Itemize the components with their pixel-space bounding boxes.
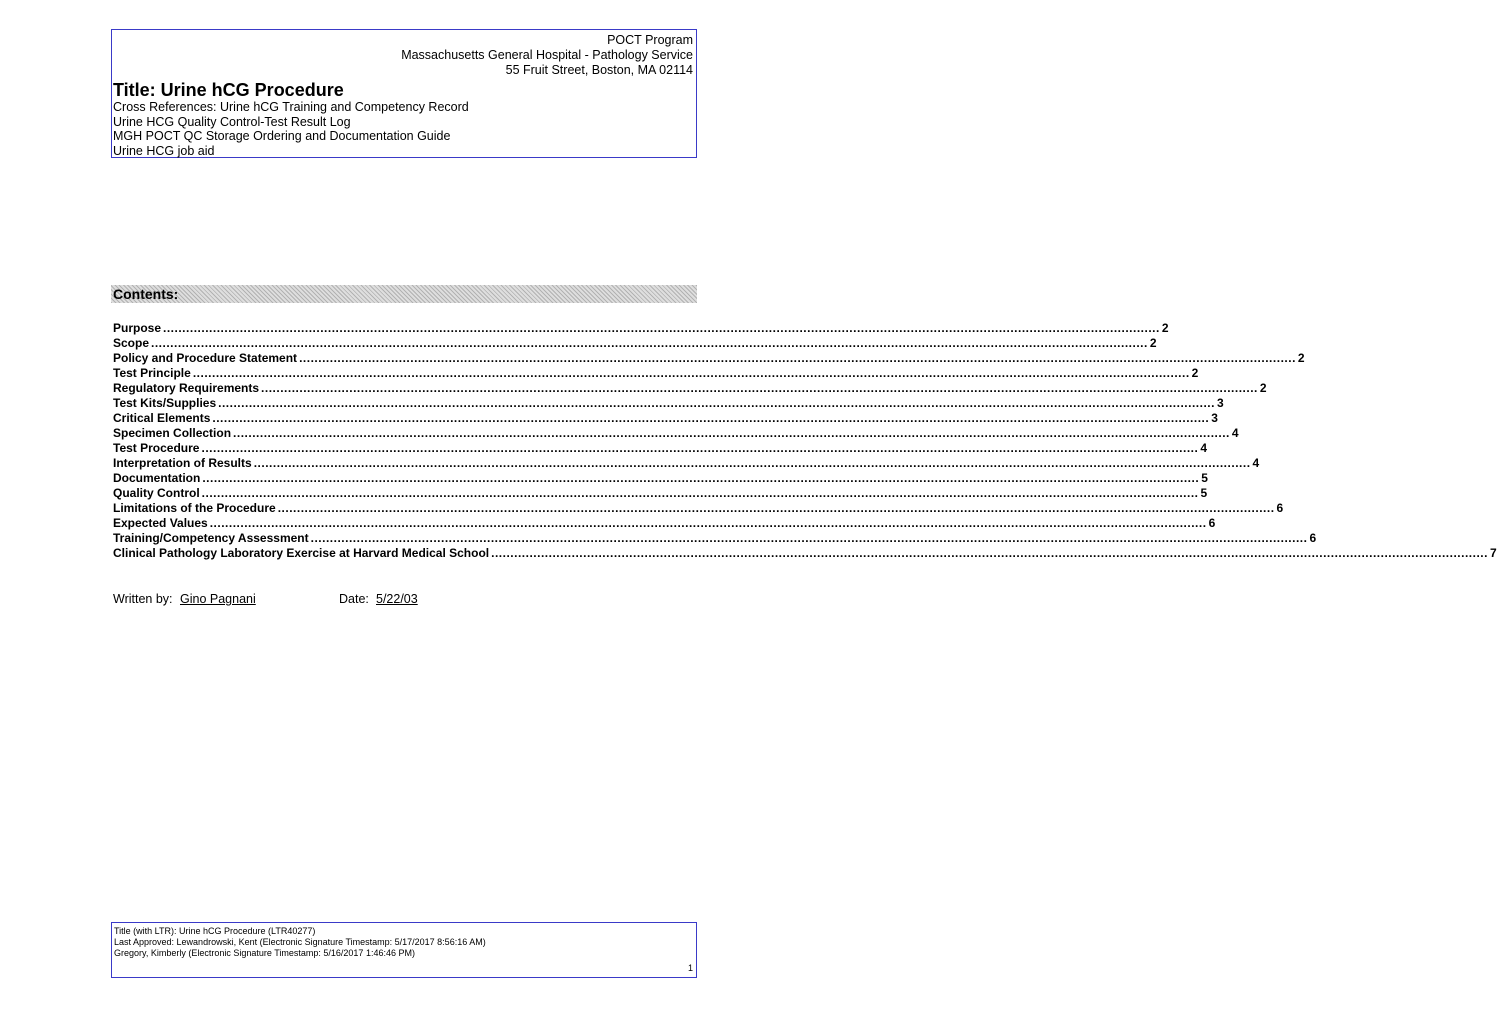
toc-entry-label: Quality Control	[113, 486, 200, 500]
page-number: 1	[687, 963, 693, 973]
toc-dot-leader: ....................................................................................................................................................................................................................................................................	[233, 426, 1230, 440]
toc-entry-page: 2	[1161, 321, 1169, 335]
cross-reference-line: Urine HCG job aid	[113, 143, 215, 158]
toc-entry-label: Training/Competency Assessment	[113, 531, 309, 545]
document-title: Title: Urine hCG Procedure	[113, 80, 344, 100]
toc-entry[interactable]	[113, 336, 1157, 351]
toc-entry[interactable]	[113, 441, 1208, 456]
toc-entry-label: Limitations of the Procedure	[113, 501, 276, 515]
toc-dot-leader: ....................................................................................................................................................................................................................................................................	[310, 531, 1308, 545]
toc-entry-page: 6	[1309, 531, 1317, 545]
toc-dot-leader: ....................................................................................................................................................................................................................................................................	[209, 516, 1207, 530]
table-of-contents	[113, 321, 1497, 561]
toc-entry-page: 4	[1252, 456, 1260, 470]
footer-title-line: Title (with LTR): Urine hCG Procedure (LTR40277)	[114, 926, 316, 936]
date-value: 5/22/03	[376, 592, 418, 606]
toc-entry[interactable]	[113, 366, 1199, 381]
toc-entry-page: 2	[1191, 366, 1199, 380]
cross-reference-line: Urine HCG Quality Control-Test Result Log	[113, 114, 351, 129]
toc-entry-page: 4	[1200, 441, 1208, 455]
cross-reference-line: Cross References: Urine hCG Training and Competency Record	[113, 100, 469, 114]
cross-reference-line: MGH POCT QC Storage Ordering and Documentation Guide	[113, 129, 451, 143]
document-header	[111, 29, 697, 158]
toc-entry[interactable]	[113, 456, 1260, 471]
written-by-label: Written by:	[113, 592, 173, 606]
toc-entry-page: 5	[1201, 471, 1208, 485]
toc-entry-label: Test Procedure	[113, 441, 200, 455]
date-label: Date:	[339, 592, 369, 606]
toc-entry-label: Regulatory Requirements	[113, 381, 260, 395]
toc-entry[interactable]	[113, 321, 1169, 336]
toc-dot-leader: ....................................................................................................................................................................................................................................................................	[261, 381, 1258, 395]
document-footer	[111, 922, 697, 978]
toc-entry[interactable]	[113, 426, 1239, 441]
toc-entry-label: Test Principle	[113, 366, 191, 380]
toc-entry-page: 4	[1231, 426, 1239, 440]
footer-approval-line: Gregory, Kimberly (Electronic Signature Timestamp: 5/16/2017 1:46:46 PM)	[114, 948, 415, 958]
toc-entry-page: 7	[1489, 546, 1497, 560]
toc-entry-page: 2	[1149, 336, 1157, 350]
toc-dot-leader: ....................................................................................................................................................................................................................................................................	[151, 336, 1148, 350]
toc-entry[interactable]	[113, 381, 1267, 396]
toc-dot-leader: ....................................................................................................................................................................................................................................................................	[163, 321, 1160, 335]
toc-entry-page: 5	[1200, 486, 1208, 500]
toc-entry-page: 6	[1276, 501, 1284, 515]
hospital-name: Massachusetts General Hospital - Pathology Service	[401, 48, 693, 62]
toc-entry-page: 3	[1216, 396, 1224, 410]
toc-dot-leader: ....................................................................................................................................................................................................................................................................	[277, 501, 1275, 515]
toc-entry-label: Policy and Procedure Statement	[113, 351, 298, 365]
toc-entry[interactable]	[113, 531, 1317, 546]
toc-dot-leader: ....................................................................................................................................................................................................................................................................	[201, 441, 1199, 455]
toc-entry[interactable]	[113, 351, 1305, 366]
toc-entry-label: Test Kits/Supplies	[113, 396, 217, 410]
contents-heading: Contents:	[113, 286, 179, 302]
toc-dot-leader: ....................................................................................................................................................................................................................................................................	[192, 366, 1190, 380]
toc-dot-leader: ....................................................................................................................................................................................................................................................................	[201, 486, 1199, 500]
contents-heading-bar	[111, 285, 697, 303]
toc-entry-label: Specimen Collection	[113, 426, 232, 440]
toc-entry-label: Documentation	[113, 471, 201, 485]
toc-entry-label: Expected Values	[113, 516, 208, 530]
toc-entry-page: 6	[1208, 516, 1216, 530]
toc-entry-page: 2	[1259, 381, 1267, 395]
hospital-address: 55 Fruit Street, Boston, MA 02114	[505, 63, 693, 77]
toc-dot-leader: ....................................................................................................................................................................................................................................................................	[212, 411, 1210, 425]
toc-entry[interactable]	[113, 546, 1497, 561]
toc-dot-leader: ....................................................................................................................................................................................................................................................................	[253, 456, 1251, 470]
toc-entry[interactable]	[113, 471, 1208, 486]
toc-entry[interactable]	[113, 396, 1224, 411]
program-name: POCT Program	[607, 33, 693, 47]
toc-entry-label: Scope	[113, 336, 150, 350]
toc-dot-leader: ....................................................................................................................................................................................................................................................................	[491, 546, 1488, 560]
toc-entry[interactable]	[113, 486, 1208, 501]
toc-entry-label: Interpretation of Results	[113, 456, 252, 470]
toc-dot-leader: ....................................................................................................................................................................................................................................................................	[218, 396, 1215, 410]
toc-entry-page: 3	[1211, 411, 1218, 425]
toc-entry[interactable]	[113, 501, 1284, 516]
toc-entry[interactable]	[113, 411, 1218, 426]
toc-entry-label: Purpose	[113, 321, 162, 335]
toc-entry-label: Clinical Pathology Laboratory Exercise at Harvard Medical School	[113, 546, 490, 560]
author-name: Gino Pagnani	[180, 592, 256, 606]
footer-approval-line: Last Approved: Lewandrowski, Kent (Electronic Signature Timestamp: 5/17/2017 8:56:16 AM)	[114, 937, 486, 947]
toc-entry[interactable]	[113, 516, 1216, 531]
toc-dot-leader: ....................................................................................................................................................................................................................................................................	[299, 351, 1296, 365]
toc-entry-page: 2	[1297, 351, 1305, 365]
toc-entry-label: Critical Elements	[113, 411, 211, 425]
toc-dot-leader: ....................................................................................................................................................................................................................................................................	[202, 471, 1200, 485]
